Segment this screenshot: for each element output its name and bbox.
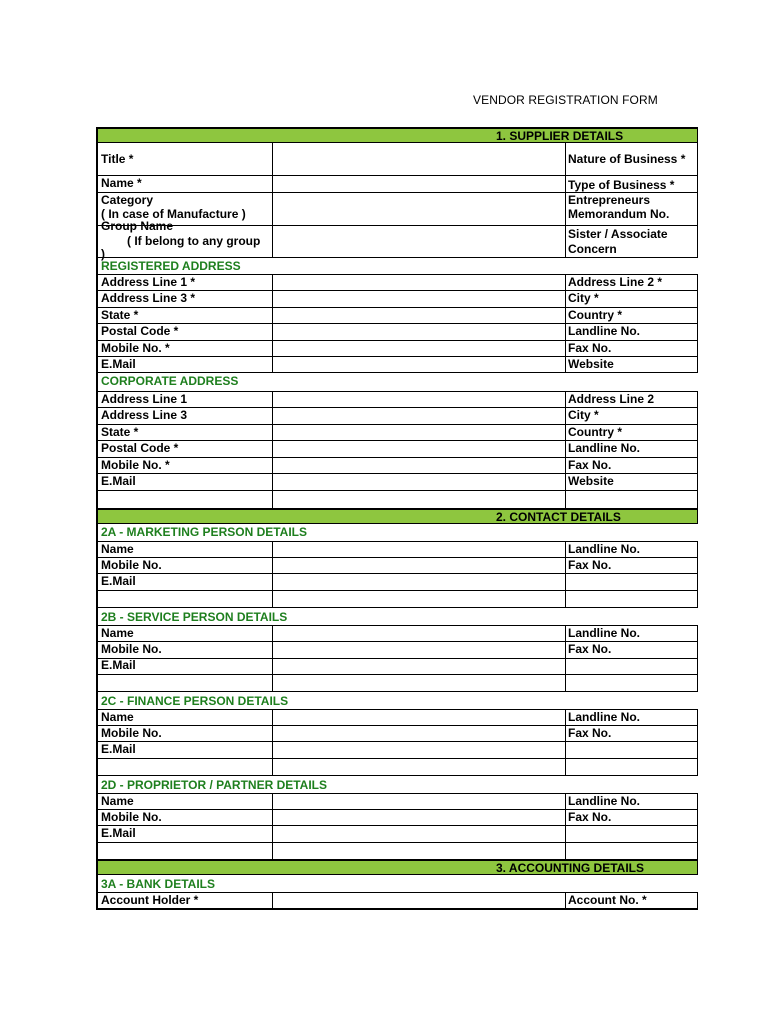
label-contact-fax: Fax No. xyxy=(568,558,612,572)
label-contact-name: Name xyxy=(101,710,134,724)
label-email: E.Mail xyxy=(101,357,136,371)
corporate-address-rows xyxy=(96,391,698,508)
input-field[interactable] xyxy=(272,341,565,357)
label-contact-name: Name xyxy=(101,794,134,808)
input-group-name[interactable] xyxy=(272,226,565,258)
label-landline: Landline No. xyxy=(568,324,640,338)
input-field[interactable] xyxy=(272,357,565,373)
form-row xyxy=(96,291,698,308)
label-contact-fax: Fax No. xyxy=(568,726,612,740)
input-field[interactable] xyxy=(272,324,565,341)
label-mobile: Mobile No. * xyxy=(101,458,170,472)
form-row xyxy=(96,742,698,759)
form-row-blank xyxy=(96,759,698,776)
input-field[interactable] xyxy=(272,810,565,826)
label-contact-email: E.Mail xyxy=(101,826,136,840)
form-row xyxy=(96,425,698,441)
label-contact-mobile: Mobile No. xyxy=(101,810,162,824)
label-contact-fax: Fax No. xyxy=(568,810,612,824)
registered-address-rows xyxy=(96,274,698,373)
label-address-line-2: Address Line 2 xyxy=(568,392,655,406)
input-field[interactable] xyxy=(272,491,565,508)
label-group-note: ( If belong to any group xyxy=(127,234,261,248)
label-country: Country * xyxy=(568,308,622,322)
input-field[interactable] xyxy=(272,558,565,574)
input-field[interactable] xyxy=(272,793,565,810)
form-row xyxy=(96,659,698,675)
label-contact-email: E.Mail xyxy=(101,742,136,756)
input-field[interactable] xyxy=(272,308,565,324)
form-title: VENDOR REGISTRATION FORM xyxy=(473,93,658,107)
label-mobile: Mobile No. * xyxy=(101,341,170,355)
label-contact-mobile: Mobile No. xyxy=(101,558,162,572)
input-field[interactable] xyxy=(272,675,565,692)
form-row-title xyxy=(96,143,698,176)
label-postal-code: Postal Code * xyxy=(101,324,179,338)
label-landline: Landline No. xyxy=(568,441,640,455)
label-website: Website xyxy=(568,357,614,371)
label-concern: Concern xyxy=(568,242,617,256)
input-field[interactable] xyxy=(272,759,565,776)
heading-registered-address: REGISTERED ADDRESS xyxy=(96,258,698,274)
label-name: Name * xyxy=(101,176,142,190)
input-field[interactable] xyxy=(272,274,565,291)
label-sister-associate: Sister / Associate xyxy=(568,227,668,241)
label-contact-name: Name xyxy=(101,542,134,556)
label-address-line-1: Address Line 1 * xyxy=(101,275,196,289)
label-contact-email: E.Mail xyxy=(101,574,136,588)
input-field[interactable] xyxy=(272,642,565,659)
section-title-accounting: 3. ACCOUNTING DETAILS xyxy=(496,861,645,875)
label-address-line-1: Address Line 1 xyxy=(101,392,188,406)
section-title-supplier: 1. SUPPLIER DETAILS xyxy=(496,129,624,143)
label-account-no: Account No. * xyxy=(568,893,647,907)
label-group-note-end: ) xyxy=(101,247,105,261)
input-field[interactable] xyxy=(272,726,565,742)
input-category[interactable] xyxy=(272,193,565,226)
label-contact-landline: Landline No. xyxy=(568,542,640,556)
label-title: Title * xyxy=(101,152,134,166)
input-field[interactable] xyxy=(272,826,565,843)
input-field[interactable] xyxy=(272,625,565,642)
vendor-registration-form xyxy=(96,127,698,910)
label-fax: Fax No. xyxy=(568,458,612,472)
label-contact-landline: Landline No. xyxy=(568,794,640,808)
label-address-line-2: Address Line 2 * xyxy=(568,275,663,289)
input-field[interactable] xyxy=(272,291,565,308)
label-contact-landline: Landline No. xyxy=(568,710,640,724)
section-band-supplier xyxy=(96,127,698,143)
label-nature-of-business: Nature of Business * xyxy=(568,152,686,166)
label-state: State * xyxy=(101,308,139,322)
form-row-blank xyxy=(96,675,698,692)
label-type-of-business: Type of Business * xyxy=(568,178,675,192)
label-memorandum-no: Memorandum No. xyxy=(568,207,670,221)
label-postal-code: Postal Code * xyxy=(101,441,179,455)
form-row xyxy=(96,324,698,341)
input-field[interactable] xyxy=(272,574,565,591)
input-field[interactable] xyxy=(272,742,565,759)
label-contact-fax: Fax No. xyxy=(568,642,612,656)
input-field[interactable] xyxy=(272,659,565,675)
heading-finance-person: 2C - FINANCE PERSON DETAILS xyxy=(96,692,698,709)
form-row xyxy=(96,793,698,810)
form-row xyxy=(96,408,698,425)
form-row xyxy=(96,357,698,373)
input-title[interactable] xyxy=(272,143,565,176)
section-band-accounting xyxy=(96,859,698,875)
form-row xyxy=(96,308,698,324)
heading-corporate-address: CORPORATE ADDRESS xyxy=(96,373,698,391)
form-row xyxy=(96,274,698,291)
label-category-note: ( In case of Manufacture ) xyxy=(101,207,246,221)
form-row xyxy=(96,726,698,742)
input-field[interactable] xyxy=(272,474,565,491)
label-address-line-3: Address Line 3 xyxy=(101,408,188,422)
form-row-group-name xyxy=(96,219,698,261)
form-row-blank xyxy=(96,591,698,608)
label-state: State * xyxy=(101,425,139,439)
heading-service-person: 2B - SERVICE PERSON DETAILS xyxy=(96,608,698,625)
input-field[interactable] xyxy=(272,541,565,558)
form-row xyxy=(96,441,698,458)
label-category: Category xyxy=(101,193,154,207)
form-row xyxy=(96,810,698,826)
input-field[interactable] xyxy=(272,391,565,408)
section-title-contact: 2. CONTACT DETAILS xyxy=(496,510,621,524)
label-city: City * xyxy=(568,408,599,422)
form-row-name xyxy=(96,176,698,193)
form-row xyxy=(96,541,698,558)
input-field[interactable] xyxy=(272,458,565,474)
label-contact-landline: Landline No. xyxy=(568,626,640,640)
form-row xyxy=(96,341,698,357)
input-field[interactable] xyxy=(272,408,565,425)
label-contact-email: E.Mail xyxy=(101,658,136,672)
form-row-blank xyxy=(96,843,698,859)
label-group-name: Group Name xyxy=(101,219,174,233)
section-band-contact xyxy=(96,508,698,524)
input-field[interactable] xyxy=(272,843,565,859)
input-name[interactable] xyxy=(272,176,565,193)
label-contact-mobile: Mobile No. xyxy=(101,726,162,740)
label-email: E.Mail xyxy=(101,474,136,488)
form-row-blank xyxy=(96,491,698,508)
input-field[interactable] xyxy=(272,425,565,441)
label-contact-name: Name xyxy=(101,626,134,640)
input-field[interactable] xyxy=(272,709,565,726)
label-entrepreneurs: Entrepreneurs xyxy=(568,193,651,207)
contact-groups xyxy=(96,524,698,859)
input-account-holder[interactable] xyxy=(272,892,565,910)
form-row xyxy=(96,574,698,591)
form-row-account-holder xyxy=(96,892,698,910)
form-row xyxy=(96,625,698,642)
heading-bank-details: 3A - BANK DETAILS xyxy=(96,875,698,892)
label-city: City * xyxy=(568,291,599,305)
heading-proprietor-partner: 2D - PROPRIETOR / PARTNER DETAILS xyxy=(96,776,698,793)
form-row xyxy=(96,642,698,659)
form-row xyxy=(96,458,698,474)
label-fax: Fax No. xyxy=(568,341,612,355)
form-row xyxy=(96,709,698,726)
input-field[interactable] xyxy=(272,591,565,608)
label-address-line-3: Address Line 3 * xyxy=(101,291,196,305)
label-website: Website xyxy=(568,474,614,488)
heading-marketing-person: 2A - MARKETING PERSON DETAILS xyxy=(96,524,698,541)
form-row xyxy=(96,826,698,843)
label-country: Country * xyxy=(568,425,622,439)
label-account-holder: Account Holder * xyxy=(101,893,199,907)
form-row xyxy=(96,474,698,491)
form-row xyxy=(96,391,698,408)
form-row xyxy=(96,558,698,574)
input-field[interactable] xyxy=(272,441,565,458)
label-contact-mobile: Mobile No. xyxy=(101,642,162,656)
